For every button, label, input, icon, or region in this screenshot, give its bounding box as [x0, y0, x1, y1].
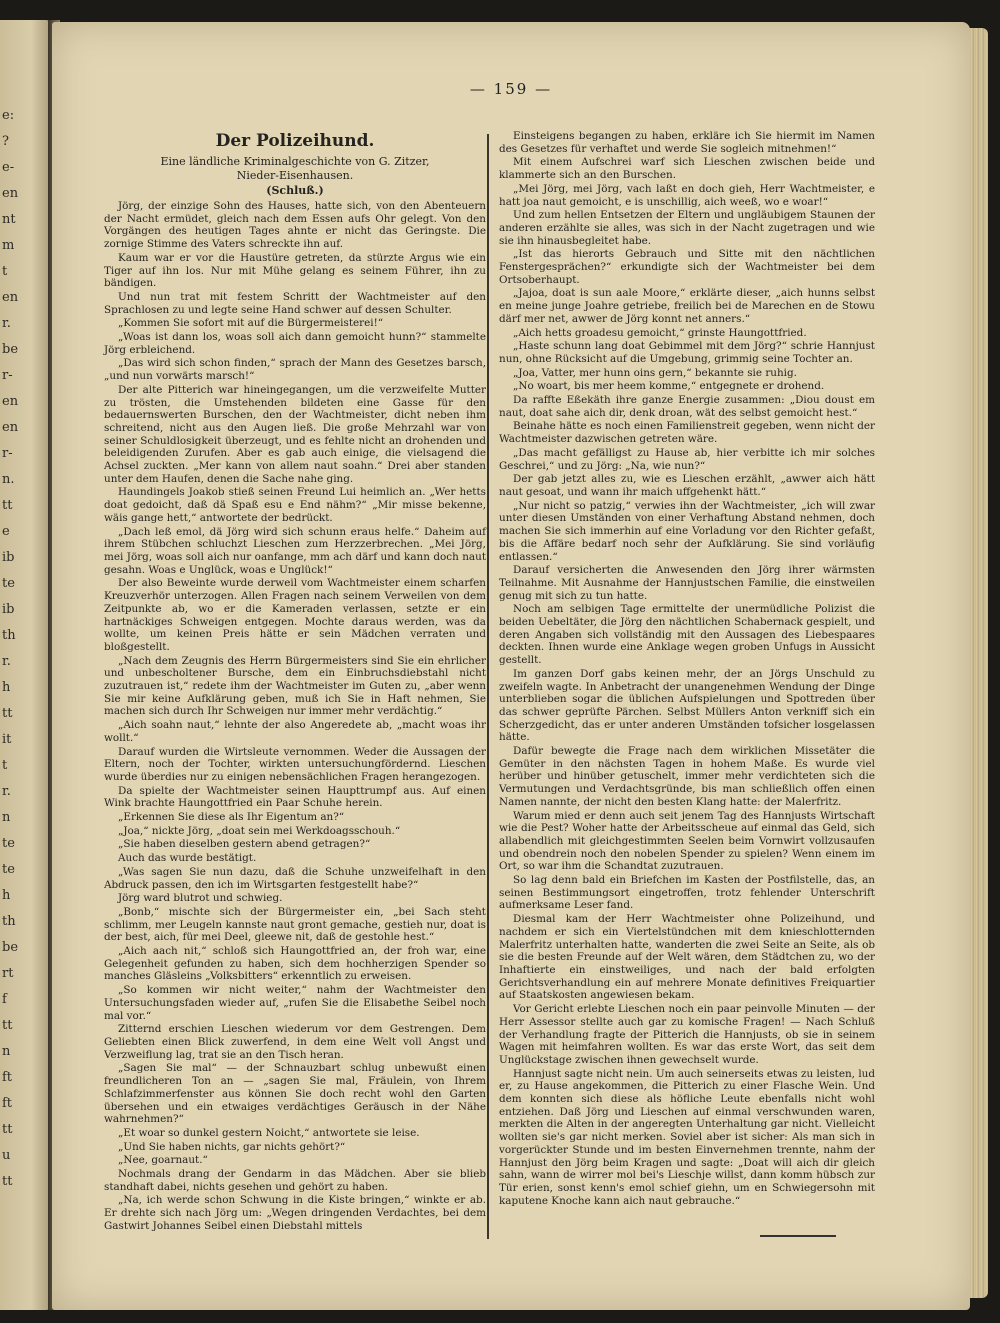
paragraph: Jörg ward blutrot und schwieg. — [118, 892, 283, 905]
paragraph: Mit einem Aufschrei warf sich Lieschen zwischen beide und klammerte sich an den Burschen. — [499, 156, 875, 182]
margin-fragment: h — [2, 680, 11, 695]
page-number: — 159 — — [469, 80, 553, 98]
paragraph: Diesmal kam der Herr Wachtmeister ohne Polizeihund, und nachdem er sich ein Viertelstündchen mit dem knieschlotternden Malerfritz unterhalten hatte, wanderten die zwei Seite an Seite, als ob sie die besten Freunde auf der Welt wären, dem Städtchen zu, wo der Inhaftierte ein einstweiliges, und nach der bald erfolgten Gerichtsverhandlung ein auf mehrere Monate definitives Freiquartier auf Staatskosten angewiesen bekam. — [499, 913, 875, 1002]
paragraph: So lag denn bald ein Briefchen im Kasten der Postfilstelle, das, an seinen Bestimmungsort eingetroffen, trotz fehlender Unterschrift aufmerksame Leser fand. — [499, 874, 875, 912]
margin-fragment: e- — [2, 160, 15, 175]
margin-fragment: be — [2, 342, 19, 357]
margin-fragment: r- — [2, 368, 13, 383]
paragraph: „Joa, Vatter, mer hunn oins gern,“ bekannte sie ruhig. — [513, 366, 797, 379]
paragraph: Da spielte der Wachtmeister seinen Haupttrumpf aus. Auf einen Wink brachte Haungottfried ein Paar Schuhe herein. — [104, 784, 486, 810]
paragraph: Vor Gericht erlebte Lieschen noch ein paar peinvolle Minuten — der Herr Assessor stellte auch gar zu komische Fragen! — Nach Schluß der Verhandlung fragte der Pitterich die Hannjusts, ob sie in seinem Wagen mit heimfahren wollten. Es war das erste Wort, das seit dem Unglückstage zwischen ihnen gewechselt wurde. — [499, 1003, 875, 1066]
margin-fragment: tt — [2, 498, 13, 513]
paragraph: Im ganzen Dorf gabs keinen mehr, der an Jörgs Unschuld zu zweifeln wagte. In Anbetracht der unangenehmen Wendung der Dinge unterblieben sogar die üblichen Aufspielungen und Spottreden über das schwer geprüfte Pärchen. Selbst Müllers Anton verkniff sich ein Scherzgedicht, das er unter anderen Umständen tofsicher losgelassen hätte. — [499, 667, 875, 744]
paragraph: „Kommen Sie sofort mit auf die Bürgermeisterei!“ — [118, 317, 384, 330]
paragraph: „Was sagen Sie nun dazu, daß die Schuhe unzweifelhaft in den Abdruck passen, den ich im Wirtsgarten festgestellt habe?“ — [104, 865, 486, 891]
end-rule — [760, 1235, 836, 1237]
paragraph: „Sagen Sie mal“ — der Schnauzbart schlug unbewußt einen freundlicheren Ton an — „sagen Sie mal, Fräulein, von Ihrem Schlafzimmerfenster aus können Sie doch recht wohl den Garten übersehen und ein etwaiges verdächtiges Geräusch in der Nähe wahrnehmen?“ — [104, 1062, 486, 1126]
margin-fragment: ft — [2, 1096, 13, 1111]
paragraph: Da raffte Eßekäth ihre ganze Energie zusammen: „Diou doust em naut, doat sahe aich dir, denk droan, wät des selbst gemoicht hest.“ — [499, 394, 875, 419]
margin-fragment: ft — [2, 1070, 13, 1085]
paragraph: Hannjust sagte nicht nein. Um auch seinerseits etwas zu leisten, lud er, zu Hause angekommen, die Pitterich zu einer Flasche Wein. Und dem konnten sich diese als höfliche Leute ebenfalls nicht wohl entziehen. Daß Jörg und Lieschen auf einmal verschwunden waren, merkten die Alten in der angeregten Unterhaltung gar nicht. Vielleicht wollten sie's gar nicht merken. Soviel aber ist sicher: Als man sich in vorgerückter Stunde und im besten Einvernehmen trennte, nahm der Hannjust den Jörg beim Kragen und sagte: „Doat will aich dir gleich sahn, wann de wirrer mol bei's Lieschje willst, dann komm hübsch zur Tür erien, sonst kenn's emol schief giehn, um en Schwiegersohn mit kaputene Knoche kann aich naut gebrauche.“ — [499, 1067, 875, 1207]
margin-fragment: e — [2, 524, 10, 539]
paragraph: „Joa,“ nickte Jörg, „doat sein mei Werkdoagsschouh.“ — [118, 824, 401, 837]
margin-fragment: it — [2, 732, 12, 747]
margin-fragment: te — [2, 862, 15, 877]
margin-fragment: f — [2, 992, 7, 1007]
paragraph: „So kommen wir nicht weiter,“ nahm der Wachtmeister den Untersuchungsfaden wieder auf, „rufen Sie die Elisabethe Seibel noch mal vor.“ — [104, 984, 486, 1022]
paragraph: „Bonb,“ mischte sich der Bürgermeister ein, „bei Sach steht schlimm, mer Leugeln kannste naut gront gemache, gestieh nur, doat is der best, aich, für mei Deel, gleewe nit, daß de gestohle hest.“ — [104, 905, 486, 944]
paragraph: „Haste schunn lang doat Gebimmel mit dem Jörg?“ schrie Hannjust nun, ohne Rücksicht auf die Umgebung, grimmig seine Tochter an. — [499, 340, 875, 365]
paragraph: Dafür bewegte die Frage nach dem wirklichen Missetäter die Gemüter in den nächsten Tagen in hohem Maße. Es wurde viel herüber und hinüber getuschelt, immer mehr verdichteten sich die Vermutungen und Verdachtsgründe, bis man schließlich offen einen Namen nannte, der nicht den besten Klang hatte: der Malerfritz. — [499, 745, 875, 808]
margin-fragment: r. — [2, 316, 11, 331]
margin-fragment: r. — [2, 784, 11, 799]
left-column — [104, 130, 486, 1234]
article-part-label: (Schluß.) — [266, 184, 324, 197]
paragraph: „Et woar so dunkel gestern Noicht,“ antwortete sie leise. — [118, 1126, 420, 1139]
margin-fragment: t — [2, 758, 8, 773]
paragraph: „Und Sie haben nichts, gar nichts gehört?“ — [118, 1140, 346, 1153]
margin-fragment: tt — [2, 1174, 13, 1189]
paragraph: Nochmals drang der Gendarm in das Mädchen. Aber sie blieb standhaft dabei, nichts gesehen und gehört zu haben. — [104, 1168, 486, 1193]
paragraph: Warum mied er denn auch seit jenem Tag des Hannjusts Wirtschaft wie die Pest? Woher hatte der Arbeitsscheue auf einmal das Geld, sich allabendlich mit gleichgestimmten Seelen beim Vornwirt vollzusaufen und obendrein noch den nobelen Spender zu spielen? Wenn einem im Ort, so war ihm die Schandtat zuzutrauen. — [499, 809, 875, 873]
paragraph: „No woart, bis mer heem komme,“ entgegnete er drohend. — [513, 380, 825, 393]
paragraph: „Ist das hierorts Gebrauch und Sitte mit den nächtlichen Fenstergesprächen?“ erkundigte sich der Wachtmeister bei dem Ortsoberhaupt. — [499, 248, 875, 286]
paragraph: Der also Beweinte wurde derweil vom Wachtmeister einem scharfen Kreuzverhör unterzogen. Allen Fragen nach seinem Verweilen von dem Zeitpunkte ab, wo er die Kameraden verlassen, setzte er ein hartnäckiges Schweigen entgegen. Mochte daraus werden, was da wollte, um keinen Preis hätte er sein Mädchen verraten und bloßgestellt. — [104, 577, 486, 653]
article-title: Der Polizeihund. — [215, 131, 375, 151]
paragraph: „Mei Jörg, mei Jörg, vach laßt en doch gieh, Herr Wachtmeister, e hatt joa naut gemoicht, e is unschillig, aich weeß, wo e woar!“ — [499, 182, 875, 208]
margin-fragment: rt — [2, 966, 14, 981]
margin-fragment: tt — [2, 1018, 13, 1033]
paragraph: Zitternd erschien Lieschen wiederum vor dem Gestrengen. Dem Geliebten einen Blick zuwerfend, in dem eine Welt voll Angst und Verzweiflung lag, trat sie an den Tisch heran. — [104, 1023, 486, 1061]
margin-fragment: tt — [2, 706, 13, 721]
margin-fragment: en — [2, 186, 19, 201]
paragraph: „Na, ich werde schon Schwung in die Kiste bringen,“ winkte er ab. Er drehte sich nach Jörg um: „Wegen dringenden Verdachtes, bei dem Gastwirt Johannes Seibel einen Diebstahl mittels — [104, 1194, 486, 1232]
margin-fragment: te — [2, 836, 15, 851]
margin-fragment: ib — [2, 602, 15, 617]
paragraph: Noch am selbigen Tage ermittelte der unermüdliche Polizist die beiden Uebeltäter, die Jörg den nächtlichen Schabernack gespielt, und deren Angaben sich vollständig mit den Aussagen des Liebespaares deckten. Ihnen wurde eine Anklage wegen groben Unfugs in Aussicht gestellt. — [499, 603, 875, 667]
margin-fragment: n. — [2, 472, 15, 487]
margin-fragment: en — [2, 394, 19, 409]
paragraph: Der alte Pitterich war hineingegangen, um die verzweifelte Mutter zu trösten, die Umstehenden bildeten eine Gasse für den bedauernswerten Burschen, den der Wachtmeister, dicht neben ihm schreitend, nicht aus den Augen ließ. Die große Mehrzahl war von seiner Schuldlosigkeit überzeugt, und es fehlte nicht an drohenden und beleidigenden Zurufen. Aber es gab auch einige, die vielsagend die Achsel zuckten. „Mer kann von allem naut soahn.“ Drei aber standen unter dem Haufen, denen die Sache nahe ging. — [104, 383, 486, 485]
margin-fragment: th — [2, 914, 16, 929]
paragraph: Und zum hellen Entsetzen der Eltern und ungläubigem Staunen der anderen erzählte sie alles, was sich in der Nacht zugetragen und wie sie ihn hinausbegleitet habe. — [499, 209, 875, 247]
paragraph: „Aich soahn naut,“ lehnte der also Angeredete ab, „macht woas ihr wollt.“ — [104, 719, 486, 744]
margin-fragment: h — [2, 888, 11, 903]
margin-fragment: th — [2, 628, 16, 643]
paragraph: „Nach dem Zeugnis des Herrn Bürgermeisters sind Sie ein ehrlicher und unbescholtener Bursche, dem ein Einbruchsdiebstahl nicht zuzutrauen ist,“ redete ihm der Wachtmeister im Guten zu, „aber wenn Sie mir keine Aufklärung geben, muß ich Sie in Haft nehmen, Sie machen sich durch Ihr Schweigen nur immer mehr verdächtig.“ — [104, 654, 486, 718]
paragraph: „Das macht gefälligst zu Hause ab, hier verbitte ich mir solches Geschrei,“ und zu Jörg: „Na, wie nun?“ — [499, 446, 875, 472]
margin-fragment: r. — [2, 654, 11, 669]
paragraph: „Nur nicht so patzig,“ verwies ihn der Wachtmeister, „ich will zwar unter diesen Umständen von einer Verhaftung Abstand nehmen, doch machen Sie sich immerhin auf eine Vorladung vor den Richter gefaßt, bis die Affäre bedarf noch sehr der Aufklärung. Sie sind vorläufig entlassen.“ — [499, 499, 875, 563]
paragraph: Kaum war er vor die Haustüre getreten, da stürzte Argus wie ein Tiger auf ihn los. Nur mit Mühe gelang es seinem Führer, ihn zu bändigen. — [104, 251, 486, 290]
column-rule — [487, 134, 489, 1239]
paragraph: „Erkennen Sie diese als Ihr Eigentum an?“ — [118, 811, 345, 824]
margin-fragment: ? — [2, 134, 9, 149]
margin-fragment: nt — [2, 212, 16, 227]
paragraph: Jörg, der einzige Sohn des Hauses, hatte sich, von den Abenteuern der Nacht ermüdet, gleich nach dem Essen aufs Ohr gelegt. Von den Vorgängen des heutigen Tages ahnte er nicht das Geringste. Die zornige Stimme des Vaters schreckte ihn auf. — [104, 200, 486, 251]
right-page — [52, 22, 970, 1310]
margin-fragment: n — [2, 810, 11, 825]
margin-fragment: t — [2, 264, 8, 279]
paragraph: „Woas ist dann los, woas soll aich dann gemoicht hunn?“ stammelte Jörg erbleichend. — [104, 331, 486, 356]
margin-fragment: u — [2, 1148, 11, 1163]
left-page-fragment — [0, 20, 52, 1310]
margin-fragment: n — [2, 1044, 11, 1059]
paragraph: Der gab jetzt alles zu, wie es Lieschen erzählt, „awwer aich hätt naut gesoat, und wann ihr maich uffgehenkt hätt.“ — [499, 473, 875, 498]
paragraph: „Dach leß emol, dä Jörg wird sich schunn eraus helfe.“ Daheim auf ihrem Stübchen schluchzt Lieschen zum Herzzerbrechen. „Mei Jörg, mei Jörg, woas soll aich nur oanfange, mm ach därf und kann doch naut gesahn. Woas e Unglück, woas e Unglück!“ — [104, 525, 486, 576]
margin-fragment: te — [2, 576, 15, 591]
paragraph: Darauf wurden die Wirtsleute vernommen. Weder die Aussagen der Eltern, noch der Tochter, wirkten untersuchungfördernd. Lieschen wurde überdies nur zu einigen nebensächlichen Fragen herangezogen. — [104, 745, 486, 783]
paragraph: Beinahe hätte es noch einen Familienstreit gegeben, wenn nicht der Wachtmeister dazwischen getreten wäre. — [499, 420, 875, 446]
margin-fragment: r- — [2, 446, 13, 461]
paragraph: „Aich hetts groadesu gemoicht,“ grinste Haungottfried. — [513, 326, 807, 339]
margin-fragment: be — [2, 940, 19, 955]
paragraph: „Sie haben dieselben gestern abend getragen?“ — [118, 838, 371, 851]
paragraph: „Das wird sich schon finden,“ sprach der Mann des Gesetzes barsch, „und nun vorwärts marsch!“ — [104, 357, 486, 383]
paragraph: Auch das wurde bestätigt. — [118, 852, 257, 865]
article-place: Nieder-Eisenhausen. — [236, 169, 354, 182]
margin-fragment: en — [2, 420, 19, 435]
article-subtitle: Eine ländliche Kriminalgeschichte von G. Zitzer, — [160, 155, 430, 168]
paragraph: Und nun trat mit festem Schritt der Wachtmeister auf den Sprachlosen zu und legte seine Hand schwer auf dessen Schulter. — [104, 290, 486, 316]
margin-fragment: en — [2, 290, 19, 305]
margin-fragment: m — [2, 238, 15, 253]
margin-fragment: tt — [2, 1122, 13, 1137]
paragraph: „Jajoa, doat is sun aale Moore,“ erklärte dieser, „aich hunns selbst en meine junge Joahre getriebe, freilich bei de Marechen en de Stowu därf mer net, awwer de Jörg konnt net anners.“ — [499, 287, 875, 325]
paragraph: Einsteigens begangen zu haben, erkläre ich Sie hiermit im Namen des Gesetzes für verhaftet und werde Sie sogleich mitnehmen!“ — [499, 130, 875, 155]
paragraph: „Nee, goarnaut.“ — [118, 1154, 208, 1167]
paragraph: Darauf versicherten die Anwesenden den Jörg ihrer wärmsten Teilnahme. Mit Ausnahme der Hannjustschen Familie, die einstweilen genug mit sich zu tun hatte. — [499, 564, 875, 602]
margin-fragment: e: — [2, 108, 15, 123]
margin-fragment: ib — [2, 550, 15, 565]
right-column — [499, 130, 875, 1208]
paragraph: Haundingels Joakob stieß seinen Freund Lui heimlich an. „Wer hetts doat gedoicht, daß dä Spaß esu e End nähm?“ „Mir misse bekenne, wäis gange hett,“ antwortete der bedrückt. — [104, 486, 486, 524]
paragraph: „Aich aach nit,“ schloß sich Haungottfried an, der froh war, eine Gelegenheit gefunden zu haben, sich dem hochherzigen Spender so manches Gläsleins „Volksbitters“ erkenntlich zu erweisen. — [104, 945, 486, 983]
